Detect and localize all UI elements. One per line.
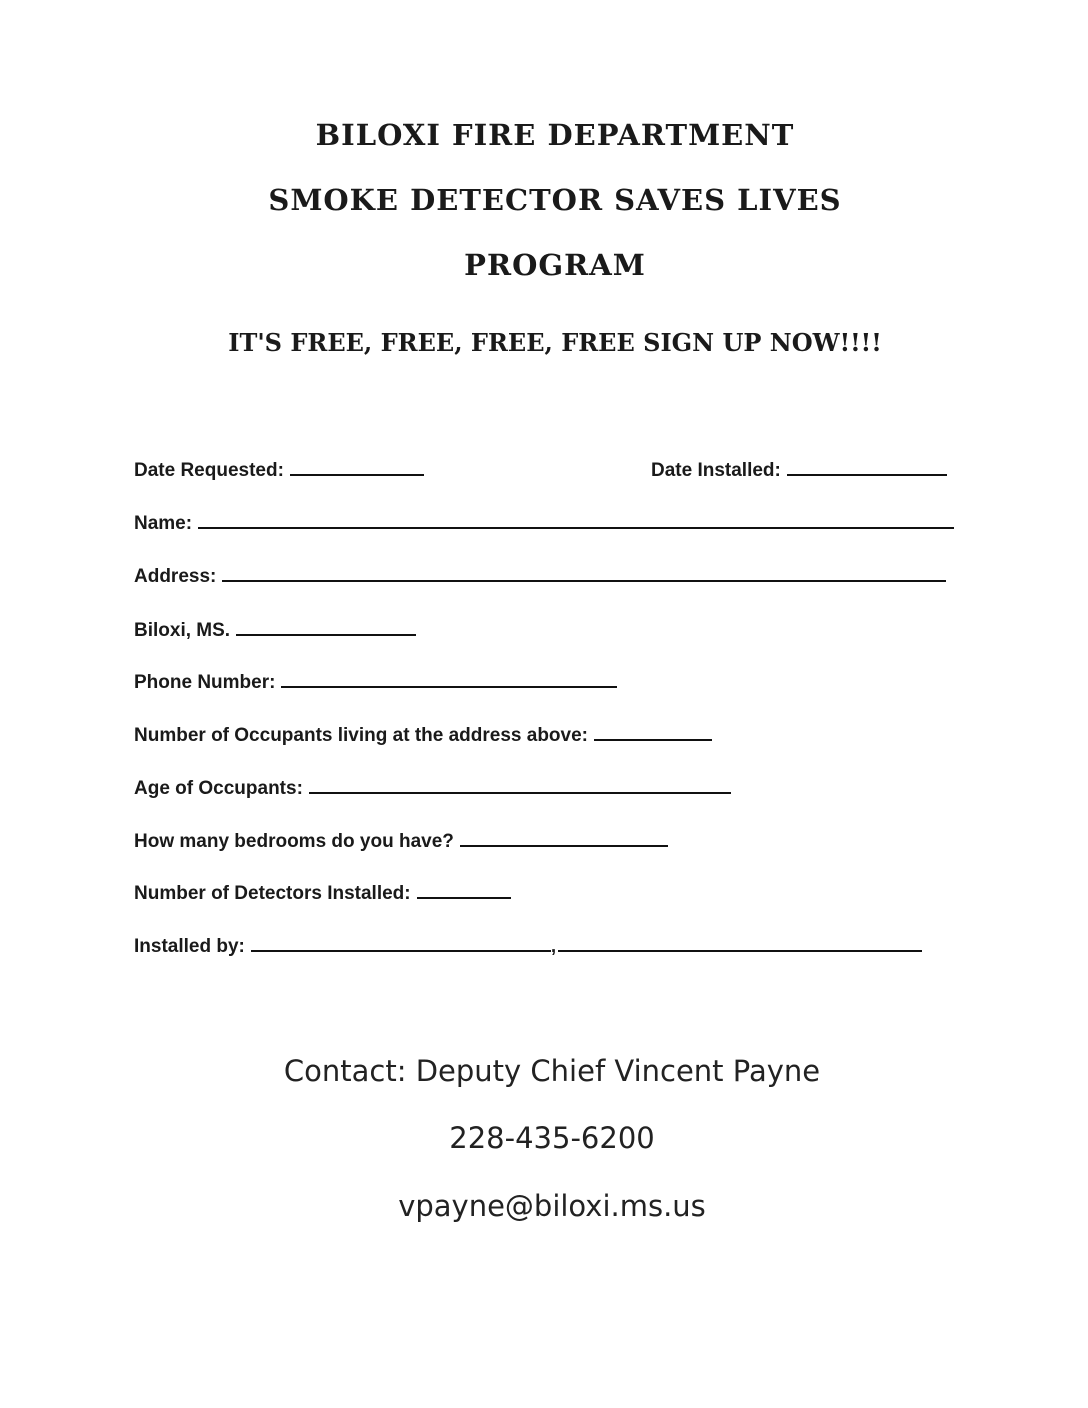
phone-row [134, 668, 617, 694]
name-label: Name: [134, 513, 193, 534]
bedrooms-label: How many bedrooms do you have? [134, 831, 454, 852]
phone-label: Phone Number: [134, 672, 276, 693]
city-field[interactable] [236, 616, 416, 636]
date-requested-label: Date Requested: [134, 460, 284, 481]
address-label: Address: [134, 566, 217, 587]
installed-by-row [134, 932, 922, 958]
installed-by-label: Installed by: [134, 936, 245, 957]
contact-phone: 228-435-6200 [449, 1121, 655, 1155]
ages-label: Age of Occupants: [134, 778, 303, 799]
occupants-label: Number of Occupants living at the address above: [134, 725, 588, 746]
title-program-name: SMOKE DETECTOR SAVES LIVES [268, 183, 842, 217]
bedrooms-field[interactable] [460, 827, 668, 847]
date-installed-field[interactable] [787, 456, 947, 476]
ages-field[interactable] [309, 774, 731, 794]
title-program: PROGRAM [464, 248, 646, 282]
phone-field[interactable] [281, 668, 617, 688]
detectors-label: Number of Detectors Installed: [134, 883, 411, 904]
occupants-row [134, 721, 712, 747]
installed-by-field-2[interactable] [558, 932, 922, 952]
tagline: IT'S FREE, FREE, FREE, FREE SIGN UP NOW!!!! [228, 328, 882, 357]
city-row [134, 616, 416, 642]
date-installed-row [651, 456, 947, 482]
city-label: Biloxi, MS. [134, 620, 231, 641]
address-field[interactable] [222, 562, 946, 582]
installed-by-field-1[interactable] [251, 932, 551, 952]
date-installed-label: Date Installed: [651, 460, 781, 481]
date-requested-field[interactable] [290, 456, 424, 476]
bedrooms-row [134, 827, 668, 853]
name-row [134, 509, 954, 535]
separator-comma: , [550, 936, 557, 957]
title-department: BILOXI FIRE DEPARTMENT [315, 118, 795, 152]
address-row [134, 562, 946, 588]
date-requested-row [134, 456, 424, 482]
contact-name: Contact: Deputy Chief Vincent Payne [283, 1054, 821, 1088]
contact-email[interactable]: vpayne@biloxi.ms.us [398, 1189, 706, 1223]
ages-row [134, 774, 731, 800]
detectors-row [134, 879, 511, 905]
name-field[interactable] [198, 509, 954, 529]
detectors-field[interactable] [417, 879, 511, 899]
occupants-field[interactable] [594, 721, 712, 741]
